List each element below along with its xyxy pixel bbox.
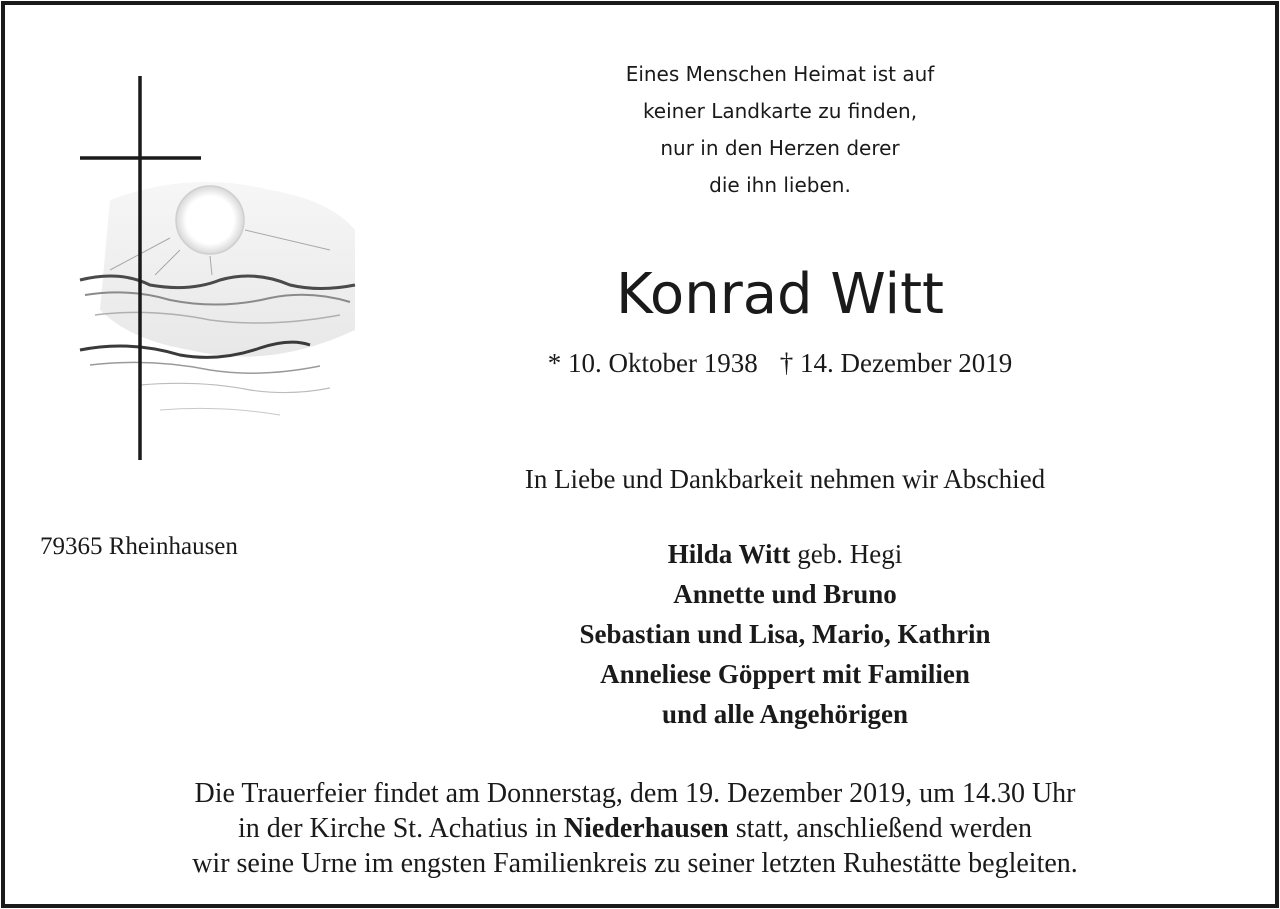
quote-line: nur in den Herzen derer [660, 136, 900, 160]
mourner-line [390, 654, 1180, 694]
birth-date: * 10. Oktober 1938 [547, 348, 758, 378]
mourner-name: Hilda Witt [667, 539, 791, 569]
funeral-notice [40, 776, 1230, 881]
mourner-line [390, 534, 1180, 574]
farewell-intro: In Liebe und Dankbarkeit nehmen wir Abschied [524, 464, 1046, 494]
quote-line: Eines Menschen Heimat ist auf [625, 62, 935, 86]
mourner-name: Annette und Bruno [673, 579, 897, 609]
notice-line [40, 811, 1230, 846]
mourner-line [390, 574, 1180, 614]
mourner-line [390, 614, 1180, 654]
deceased-name: Konrad Witt [616, 262, 944, 327]
mourner-name: Sebastian und Lisa, Mario, Kathrin [579, 619, 991, 649]
life-dates [430, 348, 1130, 379]
notice-line: Die Trauerfeier findet am Donnerstag, dem 19. Dezember 2019, um 14.30 Uhr [194, 778, 1076, 809]
mourner-line [390, 694, 1180, 734]
mourner-maiden-name: geb. Hegi [790, 539, 903, 569]
notice-line: wir seine Urne im engsten Familienkreis zu seiner letzten Ruhestätte begleiten. [192, 848, 1078, 879]
mourner-name: und alle Angehörigen [661, 699, 909, 729]
location: 79365 Rheinhausen [40, 533, 238, 560]
cross-landscape-icon [70, 70, 370, 470]
notice-place: Niederhausen [563, 813, 729, 844]
mourner-name: Anneliese Göppert mit Familien [600, 659, 970, 689]
notice-text: in der Kirche St. Achatius in [238, 813, 564, 844]
quote-line: die ihn lieben. [709, 173, 851, 197]
death-date: † 14. Dezember 2019 [779, 348, 1013, 378]
memorial-quote [470, 56, 1090, 204]
quote-line: keiner Landkarte zu finden, [642, 99, 918, 123]
mourners-list [390, 534, 1180, 734]
notice-text: statt, anschließend werden [728, 813, 1032, 844]
